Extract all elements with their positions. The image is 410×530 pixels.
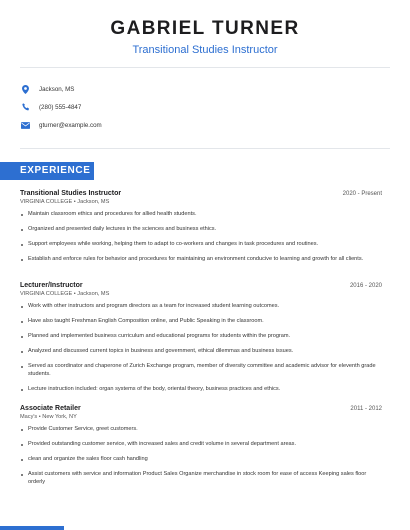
candidate-title: Transitional Studies Instructor — [132, 44, 278, 56]
bullet-item: Provide Customer Service, greet customers. — [20, 426, 382, 434]
bullet-item: Planned and implemented business curriculum and educational programs for students within the program. — [20, 333, 382, 341]
bullet-item: Served as coordinator and chaperone of Zurich Exchange program, member of diversity committee and academic advisor for eleventh grade students. — [20, 363, 382, 378]
next-section-bar — [0, 526, 64, 530]
job-company: Macy's • New York, NY — [20, 414, 77, 420]
bullet-item: Lecture instruction included: organ systems of the body, oriental theory, business practices and ethics. — [20, 386, 382, 394]
bullet-item: Work with other instructors and program directors as a team for increased student learning outcomes. — [20, 303, 382, 311]
job-title: Transitional Studies Instructor — [20, 190, 122, 197]
phone-icon — [21, 103, 30, 112]
phone-text: (280) 555-4847 — [39, 103, 82, 111]
job-company: VIRGINIA COLLEGE • Jackson, MS — [20, 291, 110, 297]
job-bullets — [20, 211, 382, 264]
job-title: Associate Retailer — [20, 405, 81, 412]
resume-header — [0, 0, 410, 57]
job-entry — [20, 190, 382, 271]
job-bullets — [20, 426, 382, 486]
job-entry — [20, 405, 382, 494]
bullet-item: Maintain classroom ethics and procedures for allied health students. — [20, 211, 382, 219]
job-dates: 2016 - 2020 — [349, 283, 382, 289]
header-divider — [20, 67, 390, 68]
job-company: VIRGINIA COLLEGE • Jackson, MS — [20, 199, 110, 205]
bullet-item: clean and organize the sales floor cash handling — [20, 456, 382, 464]
bullet-item: Establish and enforce rules for behavior and procedures for maintaining an environment conducive to learning and growth for all clients. — [20, 256, 382, 264]
email-icon — [21, 121, 30, 130]
job-dates: 2020 - Present — [342, 191, 382, 197]
bullet-item: Support employees while working, helping them to adapt to co-workers and changes in task procedures and routines. — [20, 241, 382, 249]
experience-heading: EXPERIENCE — [0, 162, 94, 180]
bullet-item: Analyzed and discussed current topics in business and government, ethical dilemmas and business issues. — [20, 348, 382, 356]
location-pin-icon — [21, 85, 30, 94]
contact-location — [21, 83, 74, 95]
location-text: Jackson, MS — [39, 85, 75, 93]
job-title: Lecturer/Instructor — [20, 282, 83, 289]
contact-phone — [21, 101, 81, 113]
contact-divider — [20, 148, 390, 149]
bullet-item: Assist customers with service and information Product Sales Organize merchandise in stock room for ease of access Keeping sales floor orderly — [20, 471, 382, 486]
job-bullets — [20, 303, 382, 394]
bullet-item: Organized and presented daily lectures in the sciences and business ethics. — [20, 226, 382, 234]
job-entry — [20, 282, 382, 401]
contact-email — [21, 119, 102, 131]
job-dates: 2011 - 2012 — [350, 406, 382, 412]
email-text: gturner@example.com — [39, 121, 102, 129]
candidate-name: GABRIEL TURNER — [110, 18, 300, 39]
bullet-item: Have also taught Freshman English Composition online, and Public Speaking in the classroom. — [20, 318, 382, 326]
bullet-item: Provided outstanding customer service, with increased sales and credit volume in several department areas. — [20, 441, 382, 449]
